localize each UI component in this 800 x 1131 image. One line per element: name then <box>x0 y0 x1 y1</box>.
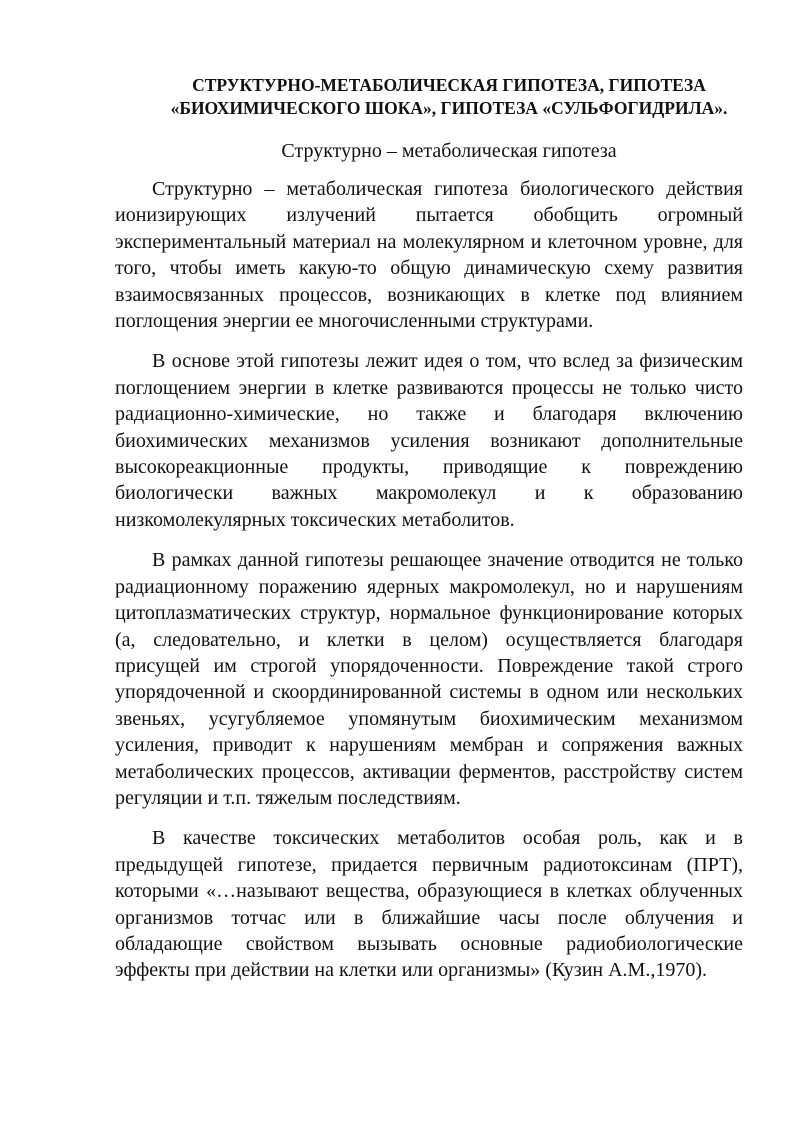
paragraph-2: В основе этой гипотезы лежит идея о том, что вслед за физическим поглощением энергии в клетке развиваются процессы не только чисто радиационно-химические, но также и благодаря включению биохимических механизмов усиления возникают дополнительные высокореакционные продукты, приводящие к повреждению биологически важных макромолекул и к образованию низкомолекулярных токсических метаболитов. <box>115 350 743 531</box>
section-subtitle: Структурно – метаболическая гипотеза <box>281 140 617 162</box>
paragraph-1: Структурно – метаболическая гипотеза биологического действия ионизирующих излучений пытается обобщить огромный экспериментальный материал на молекулярном и клеточном уровне, для того, чтобы иметь какую-то общую динамическую схему развития взаимосвязанных процессов, возникающих в клетке под влиянием поглощения энергии ее многочисленными структурами. <box>115 178 743 333</box>
document-content <box>115 74 743 984</box>
document-title <box>115 74 743 120</box>
paragraph-3: В рамках данной гипотезы решающее значение отводится не только радиационному поражению ядерных макромолекул, но и нарушениям цитоплазматических структур, нормальное функционирование которых (а, следовательно, и клетки в целом) осуществляется благодаря присущей им строгой упорядоченности. Повреждение такой строго упорядоченной и скоординированной системы в одном или нескольких звеньях, усугубляемое упомянутым биохимическим механизмом усиления, приводит к нарушениям мембран и сопряжения важных метаболических процессов, активации ферментов, расстройству систем регуляции и т.п. тяжелым последствиям. <box>115 549 743 809</box>
title-line-1: СТРУКТУРНО-МЕТАБОЛИЧЕСКАЯ ГИПОТЕЗА, ГИПОТЕЗА <box>192 75 706 95</box>
paragraph-4: В качестве токсических метаболитов особая роль, как и в предыдущей гипотезе, придается первичным радиотоксинам (ПРТ), которыми «…называют вещества, образующиеся в клетках облученных организмов тотчас или в ближайшие часы после облучения и обладающие свойством вызывать основные радиобиологические эффекты при действии на клетки или организмы» (Кузин А.М.,1970). <box>115 827 743 982</box>
title-line-2: «БИОХИМИЧЕСКОГО ШОКА», ГИПОТЕЗА «СУЛЬФОГИДРИЛА». <box>170 98 728 118</box>
